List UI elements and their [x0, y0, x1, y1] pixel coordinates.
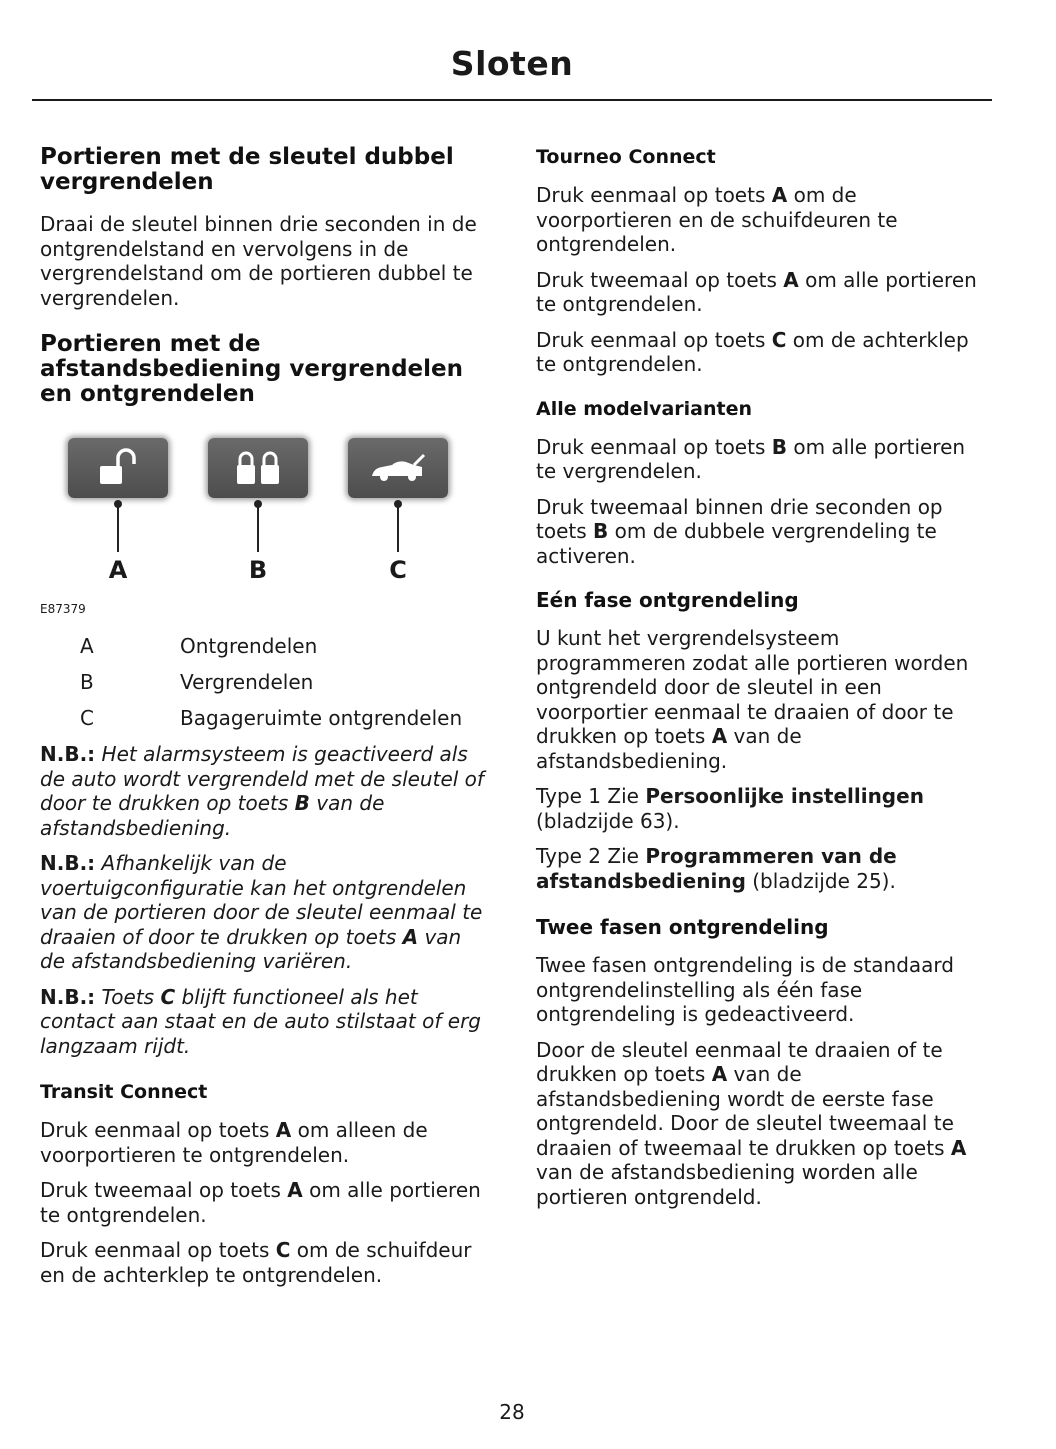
- legend-letter: B: [80, 670, 94, 694]
- paragraph-single-stage: [536, 626, 991, 773]
- heading-single-stage: Eén fase ontgrendeling: [536, 588, 799, 612]
- title-divider: [32, 99, 992, 101]
- heading-transit-connect: Transit Connect: [40, 1081, 208, 1103]
- text: Door de sleutel eenmaal te draaien of te drukken op toets: [536, 1037, 943, 1086]
- paragraph-tourneo-2: [536, 268, 991, 317]
- text: Druk tweemaal binnen drie seconden op toets: [536, 494, 943, 543]
- text: Druk eenmaal op toets: [536, 327, 766, 352]
- unlock-button-graphic: [68, 438, 168, 498]
- note-button-c: [40, 985, 490, 1059]
- legend-text: Vergrendelen: [180, 670, 314, 694]
- paragraph-type-2: [536, 844, 991, 893]
- text: om de schuifdeur en de achterklep te ontgrendelen.: [40, 1238, 472, 1287]
- heading-all-models: Alle modelvarianten: [536, 397, 753, 420]
- lock-icon: [208, 438, 308, 498]
- note-text: van de afstandsbediening variëren.: [40, 924, 462, 973]
- text: Type 2 Zie: [536, 844, 639, 868]
- figure-label-b: B: [248, 556, 268, 584]
- trunk-icon: [348, 438, 448, 498]
- paragraph-all-models-1: [536, 435, 991, 484]
- legend-letter: A: [80, 634, 94, 658]
- legend-row: [40, 670, 490, 694]
- text: (bladzijde 63).: [536, 808, 680, 833]
- paragraph-transit-2: [40, 1178, 490, 1227]
- legend-row: [40, 634, 490, 658]
- key-ref: A: [711, 724, 728, 748]
- text: van de afstandsbediening wordt de eerste fase ontgrendeld. Door de sleutel tweemaal te draaien of tweemaal te drukken op toets: [536, 1062, 954, 1160]
- paragraph-transit-3: [40, 1238, 490, 1287]
- text: Druk eenmaal op toets: [536, 434, 766, 459]
- key-ref: C: [771, 327, 787, 352]
- paragraph-tourneo-1: [536, 183, 991, 257]
- legend-text: Ontgrendelen: [180, 634, 318, 658]
- key-ref: A: [402, 924, 419, 949]
- text: om de achterklep te ontgrendelen.: [536, 327, 969, 376]
- leader-line-a: [117, 502, 119, 552]
- text: om alle portieren te vergrendelen.: [536, 434, 966, 483]
- note-text: Het alarmsysteem is geactiveerd als de auto wordt vergrendeld met de sleutel of door te drukken op toets: [40, 742, 484, 815]
- key-ref: B: [294, 791, 310, 815]
- key-ref: A: [950, 1135, 967, 1160]
- key-ref: A: [711, 1062, 728, 1086]
- key-ref: A: [771, 183, 788, 207]
- paragraph-tourneo-3: [536, 328, 991, 377]
- trunk-button-graphic: [348, 438, 448, 498]
- legend-row: [40, 706, 490, 730]
- text: Druk eenmaal op toets: [536, 183, 766, 207]
- text: van de afstandsbediening worden alle portieren ontgrendeld.: [536, 1160, 918, 1209]
- heading-double-lock: Portieren met de sleutel dubbel vergrendelen: [40, 144, 454, 195]
- right-column: [536, 145, 991, 1220]
- legend-letter: C: [80, 706, 94, 730]
- text: om de dubbele vergrendeling te activeren.: [536, 519, 937, 568]
- heading-tourneo-connect: Tourneo Connect: [536, 146, 716, 168]
- heading-two-stage: Twee fasen ontgrendeling: [536, 915, 829, 939]
- key-ref: C: [275, 1238, 291, 1262]
- heading-remote-control: Portieren met de afstandsbediening vergrendelen en ontgrendelen: [40, 331, 464, 407]
- left-column: [40, 145, 490, 1298]
- figure-label-a: A: [108, 556, 128, 584]
- cross-reference-link[interactable]: Programmeren van de afstandsbediening: [536, 844, 897, 893]
- text: om alle portieren te ontgrendelen.: [536, 267, 977, 316]
- key-ref: A: [287, 1178, 303, 1202]
- note-label: N.B.:: [40, 742, 96, 766]
- note-alarm: [40, 742, 490, 840]
- paragraph-all-models-2: [536, 495, 991, 569]
- paragraph-two-stage-1: Twee fasen ontgrendeling is de standaard ontgrendelinstelling als één fase ontgrendeling is gedeactiveerd.: [536, 953, 954, 1026]
- page-number: 28: [499, 1400, 525, 1424]
- note-text: van de afstandsbediening.: [40, 791, 385, 840]
- page-title: Sloten: [450, 44, 574, 83]
- text: om de voorportieren en de schuifdeuren te ontgrendelen.: [536, 183, 898, 256]
- key-ref: C: [160, 984, 176, 1009]
- paragraph-double-lock: Draai de sleutel binnen drie seconden in de ontgrendelstand en vervolgens in de vergrendelstand om de portieren dubbel te vergrendelen.: [40, 212, 477, 310]
- note-label: N.B.:: [40, 851, 96, 875]
- figure-code: E87379: [40, 602, 86, 616]
- figure-legend: [40, 634, 490, 730]
- leader-line-b: [257, 502, 259, 552]
- text: U kunt het vergrendelsysteem programmeren zodat alle portieren worden ontgrendeld door de sleutel in een voorportier eenmaal te draaien of door te drukken op toets: [536, 626, 969, 748]
- note-text: Toets: [101, 984, 155, 1009]
- text: Type 1 Zie: [536, 784, 639, 808]
- text: om alle portieren te ontgrendelen.: [40, 1178, 481, 1227]
- note-config: [40, 851, 490, 974]
- key-ref: B: [593, 519, 609, 543]
- key-ref: A: [275, 1118, 292, 1142]
- text: Druk tweemaal op toets: [536, 267, 777, 292]
- legend-text: Bagageruimte ontgrendelen: [180, 706, 463, 730]
- text: om alleen de voorportieren te ontgrendelen.: [40, 1118, 428, 1167]
- remote-keys-figure: [40, 424, 490, 620]
- note-text: blijft functioneel als het contact aan staat en de auto stilstaat of erg langzaam rijdt.: [40, 984, 481, 1058]
- figure-label-c: C: [389, 556, 407, 584]
- paragraph-two-stage-2: [536, 1038, 991, 1210]
- note-label: N.B.:: [40, 984, 96, 1009]
- paragraph-type-1: [536, 784, 991, 833]
- unlock-icon: [68, 438, 168, 498]
- text: (bladzijde 25).: [752, 868, 896, 893]
- text: van de afstandsbediening.: [536, 724, 802, 773]
- cross-reference-link[interactable]: Persoonlijke instellingen: [645, 784, 924, 808]
- paragraph-transit-1: [40, 1118, 490, 1167]
- note-text: Afhankelijk van de voertuigconfiguratie kan het ontgrendelen van de portieren door de sleutel eenmaal te draaien of door te drukken op toets: [40, 851, 483, 949]
- leader-line-c: [397, 502, 399, 552]
- text: Druk eenmaal op toets: [40, 1118, 270, 1142]
- text: Druk eenmaal op toets: [40, 1238, 270, 1262]
- key-ref: B: [771, 434, 787, 459]
- text: Druk tweemaal op toets: [40, 1178, 281, 1202]
- key-ref: A: [783, 267, 799, 292]
- lock-button-graphic: [208, 438, 308, 498]
